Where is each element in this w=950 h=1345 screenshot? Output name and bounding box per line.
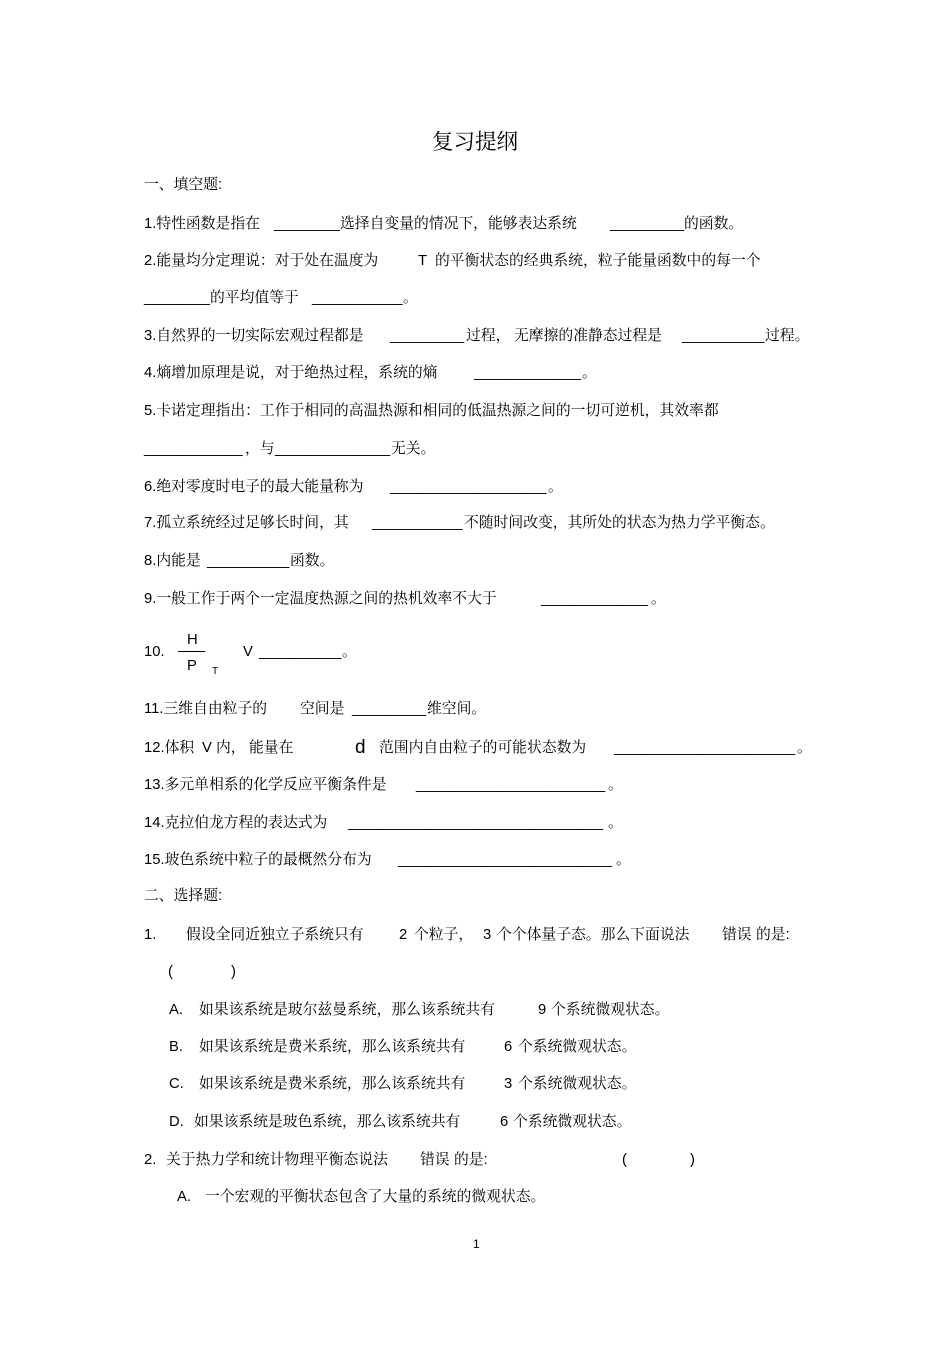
fill-question-2-continued: [0, 288, 950, 308]
fill-question-7: [0, 513, 950, 533]
choice-question-2-emphasis: 错误: [420, 1152, 450, 1168]
fill-question-5-continued: [0, 439, 950, 459]
choice-question-1-number: 1.: [144, 927, 157, 943]
choice-question-2-option-a: [0, 1187, 950, 1207]
fill-question-12: [0, 738, 950, 758]
fill-question-7-blank: ___________: [372, 515, 463, 531]
fill-question-2-text-2: 的平衡状态的经典系统，粒子能量函数中的每一个: [435, 253, 761, 269]
option-text: 一个宏观的平衡状态包含了大量的系统的微观状态。: [205, 1189, 546, 1205]
choice-question-2-number: 2.: [144, 1152, 157, 1168]
fill-question-7-text-1: 7.孤立系统经过足够长时间，其: [144, 515, 349, 531]
fill-question-12-period: 。: [797, 740, 812, 756]
choice-question-1-option-b: [0, 1037, 950, 1057]
option-label: A.: [177, 1189, 191, 1205]
fill-question-12-text-1: 12.体积: [144, 740, 195, 756]
page-number: 1: [473, 1237, 480, 1251]
choice-question-1-text-1: 假设全同近独立子系统只有: [186, 927, 364, 943]
fill-question-3-text-3: 无摩擦的准静态过程是: [514, 328, 662, 344]
fill-question-3: [0, 326, 950, 346]
option-number: 6: [500, 1114, 509, 1130]
choice-question-1-text-2: 个粒子，: [414, 927, 474, 943]
answer-bracket-open: (: [622, 1152, 627, 1168]
fill-question-9-blank: _____________: [541, 591, 648, 607]
fill-question-3-text-2: 过程，: [466, 328, 511, 344]
fill-question-1-blank-2: _________: [610, 216, 685, 232]
option-text-2: 个系统微观状态。: [518, 1076, 637, 1092]
fill-question-5-blank-1: ____________: [144, 441, 243, 457]
fraction-numerator-h: H: [187, 632, 198, 648]
fill-question-3-text-1: 3.自然界的一切实际宏观过程都是: [144, 328, 364, 344]
fill-question-14-text: 14.克拉伯龙方程的表达式为: [144, 815, 328, 831]
fill-question-11: [0, 699, 950, 719]
fill-question-6: [0, 477, 950, 497]
fill-question-13-period: 。: [608, 777, 623, 793]
choice-question-2-text-2: 的是:: [454, 1152, 488, 1168]
fill-question-10-period: 。: [342, 644, 357, 660]
fill-question-4-blank: _____________: [474, 365, 581, 381]
fill-question-2-blank-1: ________: [144, 290, 210, 306]
fill-question-15-period: 。: [616, 852, 631, 868]
option-text-1: 如果该系统是玻色系统，那么该系统共有: [194, 1114, 461, 1130]
fill-question-1: [0, 214, 950, 234]
fill-question-1-text-2: 选择自变量的情况下，能够表达系统: [340, 216, 577, 232]
fill-question-10-symbol-v: V: [243, 644, 253, 660]
fill-question-1-text-3: 的函数。: [684, 216, 744, 232]
fill-question-9-text: 9.一般工作于两个一定温度热源之间的热机效率不大于: [144, 591, 497, 607]
choice-question-1-answer-bracket: [0, 962, 950, 982]
option-label: A.: [169, 1002, 183, 1018]
fill-question-8-text-1: 8.内能是: [144, 553, 201, 569]
fill-question-14: [0, 813, 950, 833]
fraction-denominator-p: P: [187, 658, 197, 674]
fill-question-12-symbol-d: d: [355, 737, 366, 758]
fill-question-5-blank-2: ______________: [275, 441, 391, 457]
option-label: B.: [169, 1039, 183, 1055]
option-text-2: 个系统微观状态。: [518, 1039, 637, 1055]
fill-question-11-blank: _________: [352, 701, 427, 717]
choice-question-1-option-c: [0, 1074, 950, 1094]
fill-question-2-blank-2: ___________: [312, 290, 403, 306]
fill-question-8: [0, 551, 950, 571]
fill-question-3-blank-2: __________: [682, 328, 765, 344]
fill-question-8-text-2: 函数。: [290, 553, 335, 569]
answer-bracket-close: ): [690, 1152, 695, 1168]
fill-question-6-period: 。: [548, 479, 563, 495]
fill-question-10: [0, 632, 950, 677]
fill-question-15-blank: __________________________: [398, 852, 612, 868]
fill-question-4-period: 。: [582, 365, 597, 381]
fill-question-3-text-4: 过程。: [765, 328, 810, 344]
page-title: 复习提纲: [431, 130, 518, 154]
fill-question-3-blank-1: _________: [390, 328, 465, 344]
fill-question-12-text-3: 能量在: [249, 740, 294, 756]
fill-question-12-text-2: 内，: [216, 740, 246, 756]
option-label: C.: [169, 1076, 184, 1092]
choice-question-1-text-3: 个个体量子态。那么下面说法: [497, 927, 690, 943]
fill-question-6-text: 6.绝对零度时电子的最大能量称为: [144, 479, 364, 495]
choice-question-1-emphasis: 错误: [722, 927, 752, 943]
fill-question-11-text-1: 11.三维自由粒子的: [144, 701, 268, 717]
option-text-1: 如果该系统是费米系统，那么该系统共有: [199, 1076, 466, 1092]
fill-question-12-blank: ______________________: [614, 740, 796, 756]
fill-question-5-text: 5.卡诺定理指出：工作于相同的高温热源和相同的低温热源之间的一切可逆机，其效率都: [144, 403, 719, 419]
fill-question-10-blank: __________: [259, 644, 342, 660]
fill-question-11-text-2: 空间是: [300, 701, 345, 717]
fill-question-15: [0, 850, 950, 870]
fill-question-1-text-1: 1.特性函数是指在: [144, 216, 260, 232]
fill-question-7-text-2: 不随时间改变，其所处的状态为热力学平衡态。: [464, 515, 775, 531]
option-number: 9: [538, 1002, 547, 1018]
fill-question-9: [0, 589, 950, 609]
option-text-2: 个系统微观状态。: [551, 1002, 670, 1018]
fill-question-13: [0, 775, 950, 795]
fill-question-12-symbol-v: V: [202, 740, 212, 756]
option-number: 6: [504, 1039, 513, 1055]
fill-question-4: [0, 363, 950, 383]
fill-question-2-text-3: 的平均值等于: [210, 290, 299, 306]
fill-question-2-text-1: 2.能量均分定理说：对于处在温度为: [144, 253, 379, 269]
fraction-bar: [178, 651, 205, 652]
fill-question-11-text-3: 维空间。: [427, 701, 487, 717]
option-text-2: 个系统微观状态。: [513, 1114, 632, 1130]
choice-question-1: [0, 925, 950, 945]
option-text-1: 如果该系统是费米系统，那么该系统共有: [199, 1039, 466, 1055]
fill-question-2-symbol-t: T: [418, 253, 428, 269]
fill-question-10-number: 10.: [144, 644, 165, 660]
option-number: 3: [504, 1076, 513, 1092]
fill-question-14-blank: _______________________________: [348, 815, 604, 831]
fill-question-1-blank-1: ________: [274, 216, 340, 232]
choice-question-1-text-4: 的是:: [756, 927, 790, 943]
fill-question-5: [0, 401, 950, 421]
fill-question-2-period: 。: [403, 290, 418, 306]
fill-question-9-period: 。: [651, 591, 666, 607]
option-label: D.: [169, 1114, 184, 1130]
fraction-subscript-t: T: [212, 666, 219, 677]
fill-question-2: [0, 251, 950, 271]
choice-section-heading: 二、选择题:: [144, 888, 223, 904]
fill-question-5-text-3: 无关。: [391, 441, 436, 457]
fill-question-14-period: 。: [608, 815, 623, 831]
choice-question-2: [0, 1150, 950, 1170]
choice-question-1-count-states: 3: [483, 927, 492, 943]
choice-question-1-count-particles: 2: [399, 927, 408, 943]
answer-bracket-close: ): [231, 964, 236, 980]
fill-in-section: [0, 175, 950, 195]
fill-question-8-blank: __________: [207, 553, 290, 569]
fill-question-6-blank: ___________________: [390, 479, 547, 495]
fill-question-5-text-2: ，与: [245, 441, 275, 457]
fill-in-section-heading: 一、填空题:: [144, 177, 223, 193]
choice-question-1-option-a: [0, 1000, 950, 1020]
fill-question-13-text: 13.多元单相系的化学反应平衡条件是: [144, 777, 387, 793]
fill-question-15-text: 15.玻色系统中粒子的最概然分布为: [144, 852, 372, 868]
answer-bracket-open: (: [168, 964, 173, 980]
choice-question-1-option-d: [0, 1112, 950, 1132]
choice-question-2-text-1: 关于热力学和统计物理平衡态说法: [166, 1152, 388, 1168]
fill-question-12-text-4: 范围内自由粒子的可能状态数为: [379, 740, 587, 756]
fill-question-13-blank: _______________________: [416, 777, 606, 793]
fill-question-4-text: 4.熵增加原理是说，对于绝热过程，系统的熵: [144, 365, 438, 381]
choice-section: [0, 886, 950, 906]
option-text-1: 如果该系统是玻尔兹曼系统，那么该系统共有: [199, 1002, 495, 1018]
